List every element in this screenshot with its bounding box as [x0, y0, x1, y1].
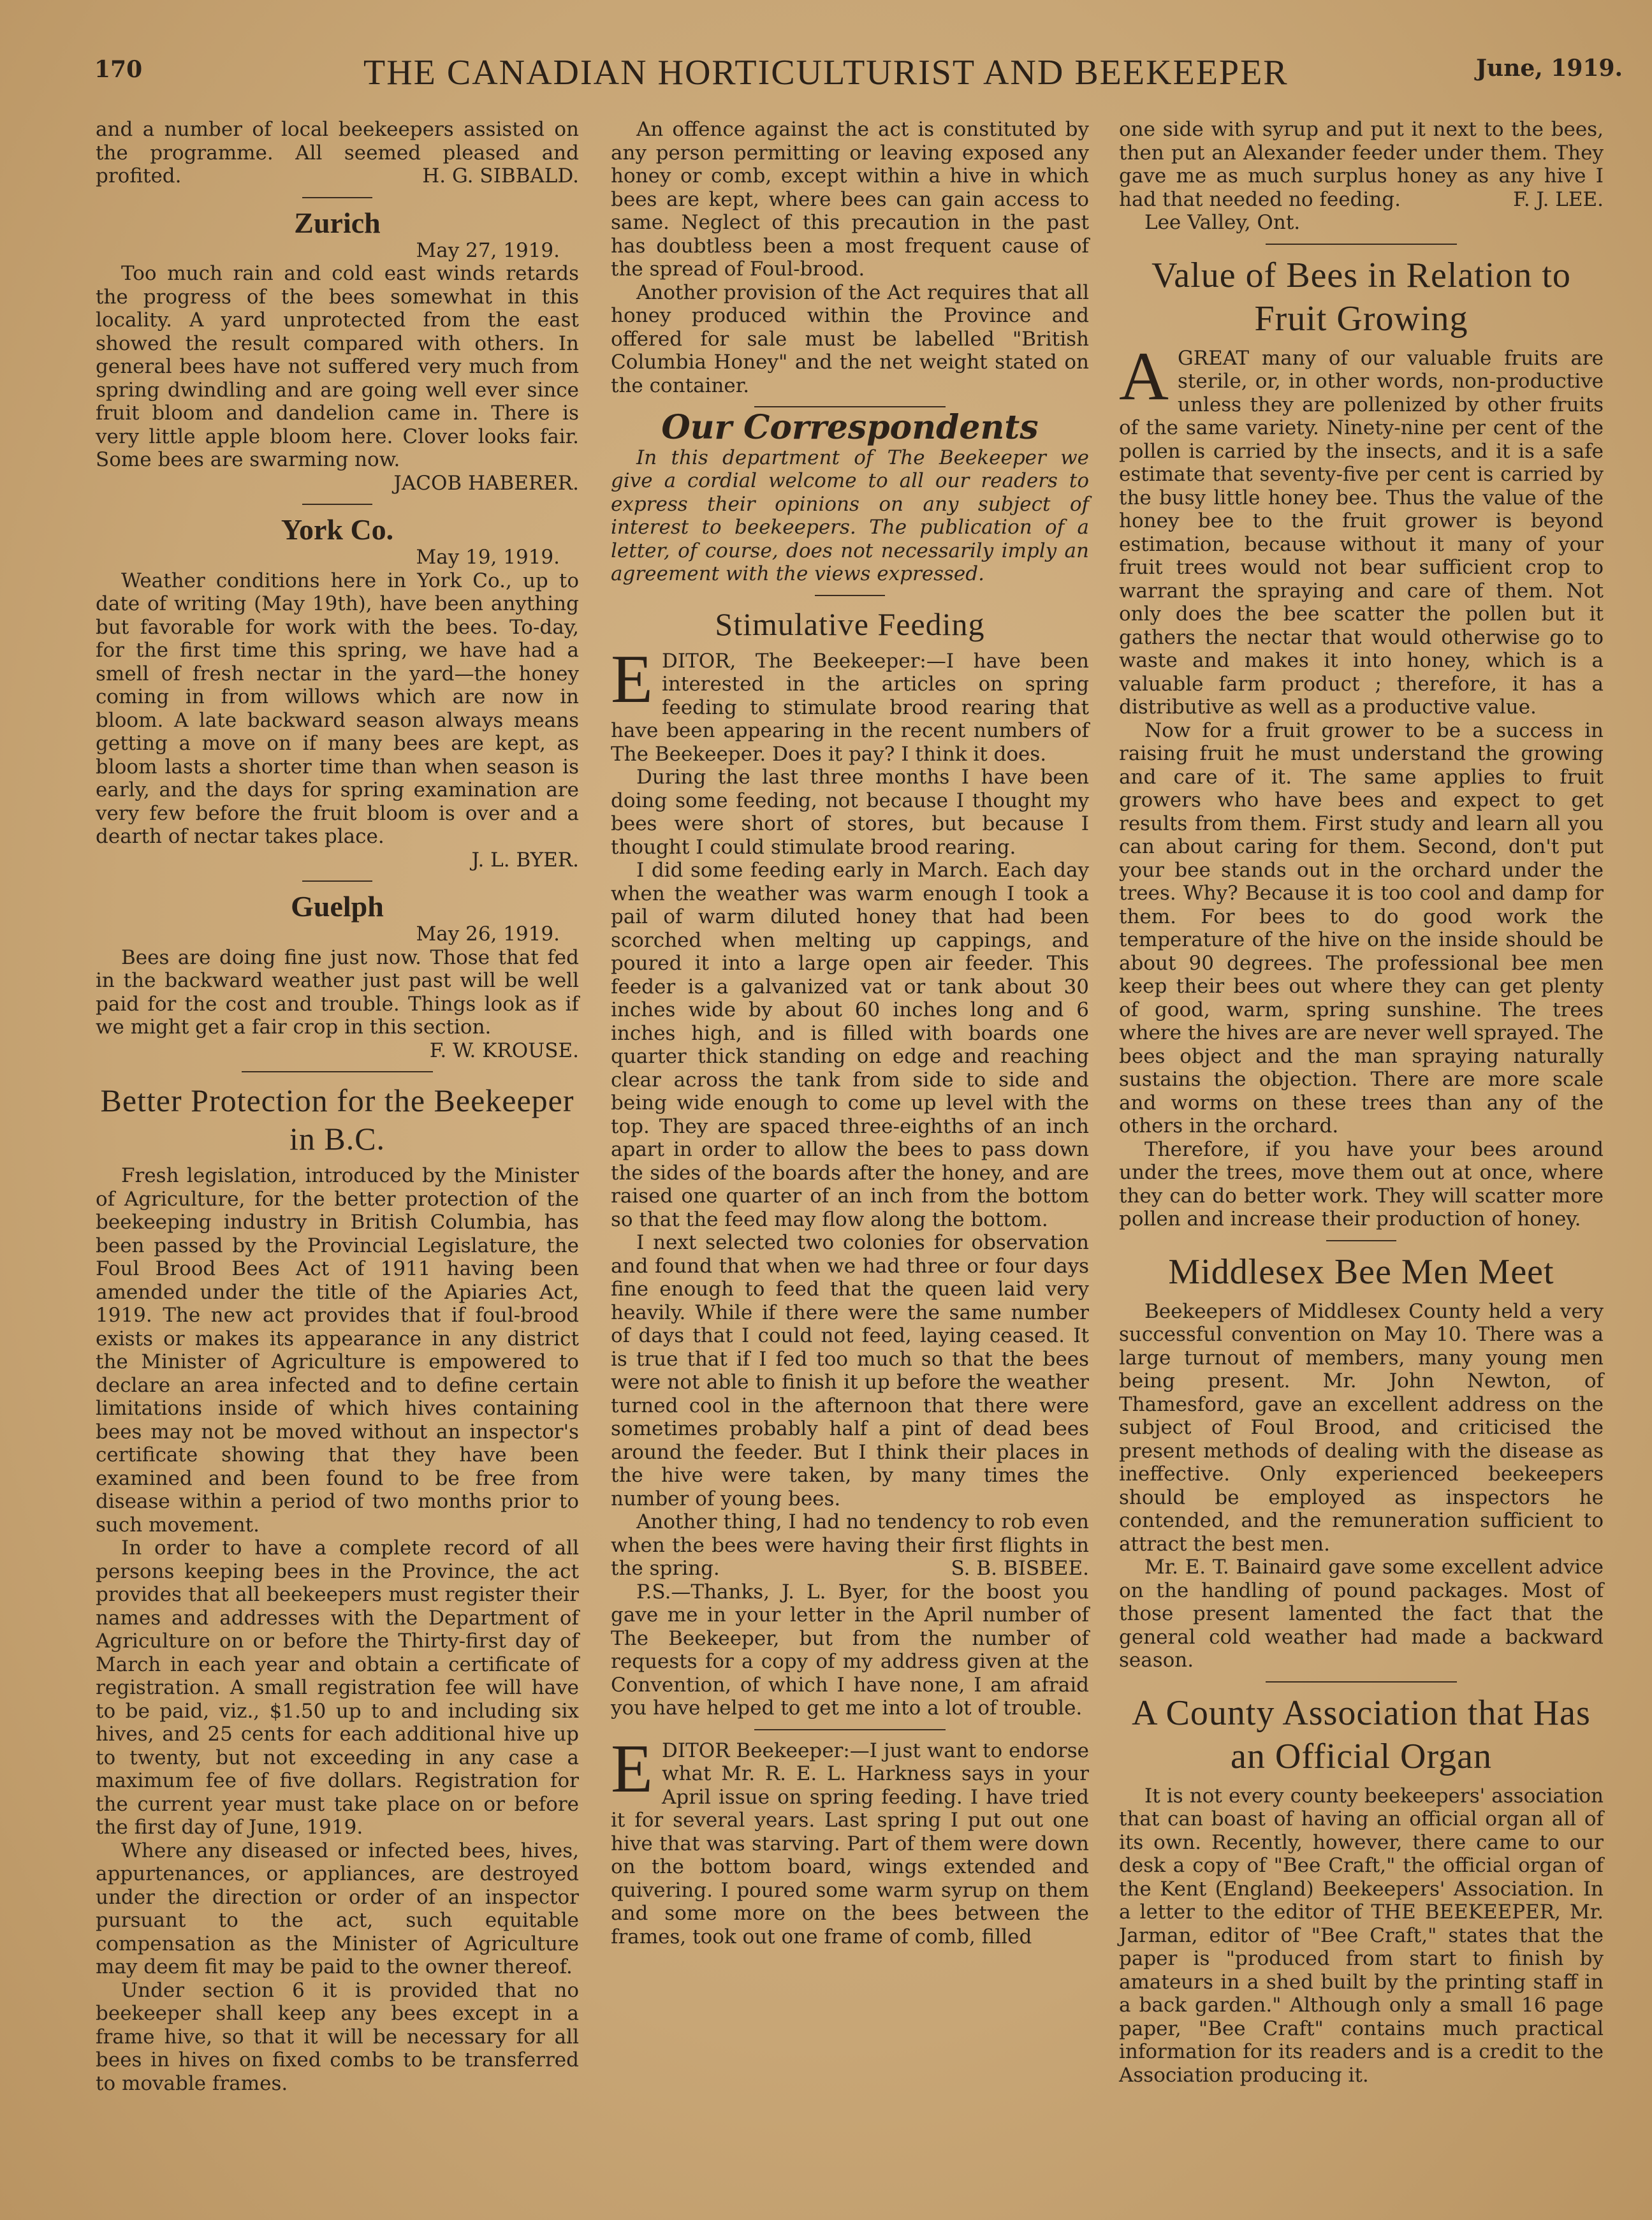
zurich-heading: Zurich	[294, 206, 381, 239]
middlesex-paragraph: Mr. E. T. Bainaird gave some excellent advice on the handling of pound packages. Most of those present lamented the fact that the general cold weather had made a backward season.	[1119, 1556, 1604, 1672]
stim-signature: S. B. BISBEE.	[951, 1557, 1089, 1580]
divider	[302, 504, 372, 505]
lee-place: Lee Valley, Ont.	[1144, 211, 1301, 234]
drop-cap: E	[611, 1730, 653, 1807]
stim-paragraph: I did some feeding early in March. Each day when the weather was warm enough I took a pail of warm diluted honey that had been scorched when melting up cappings, and poured it into a large open air feeder. This feeder is a galvanized vat or tank about 30 inches wide by about 60 inches long and 6 inches high, and is filled with boards one quarter thick standing on edge and reaching clear across the tank from side to side and being wide enough to come up level with the top. They are spaced three-eighths of an inch apart in order to allow the bees to pass down the sides of the boards after the honey, and are raised one quarter of an inch from the bottom so that the feed may flow along the bottom.	[611, 859, 1089, 1231]
york-heading: York Co.	[281, 513, 394, 546]
bc-continued-paragraph: Another provision of the Act requires that all honey produced within the Province and offered for sale must be labelled "British Columbia Honey" and the net weight stated on the container.	[611, 281, 1089, 397]
letter2-paragraph: DITOR Beekeeper:—I just want to endorse what Mr. R. E. L. Harkness says in your April issue on spring feeding. I have tried it for several years. Last spring I put out one hive that was starving. Part of them were down on the bottom board, wings extended and quivering. I poured some warm syrup on them and some more on the bees between the frames, took out one frame of comb, filled	[611, 1739, 1089, 1948]
column-3	[1119, 118, 1604, 2087]
letter2-continued: one side with syrup and put it next to the bees, then put an Alexander feeder under them. They gave me as much surplus honey as any hive I had that needed no feeding.	[1119, 118, 1604, 211]
value-paragraph: GREAT many of our valuable fruits are sterile, or, in other words, non-productive unless they are pollenized by other fruits of the same variety. Ninety-nine per cent of the pollen is carried by the insects, and it is a safe estimate that seventy-five per cent is carried by the busy little honey bee. Thus the value of the honey bee to the fruit grower is beyond estimation, because without it many of your fruit trees would not bear sufficient crop to warrant the spraying and care of them. Not only does the bee scatter the pollen but it gathers the nectar that would otherwise go to waste and makes it into honey, which is a valuable farm product ; therefore, it has a distributive as well as a productive value.	[1119, 346, 1604, 719]
bc-paragraph: In order to have a complete record of all persons keeping bees in the Province, the act provides that all beekeepers must register their names and addresses with the Department of Agriculture on or before the Thirty-first day of March in each year and obtain a certificate of registration. A small registration fee will have to be paid, viz., $1.50 up to and including six hives, and 25 cents for each additional hive up to twenty, but not exceeding in any case a maximum fee of five dollars. Registration for the current year must take place on or before the first day of June, 1919.	[96, 1537, 579, 1839]
middlesex-heading: Middlesex Bee Men Meet	[1168, 1252, 1554, 1292]
bc-paragraph: Fresh legislation, introduced by the Minister of Agriculture, for the better protection of the beekeeping industry in British Columbia, has been passed by the Provincial Legislature, the Foul Brood Bees Act of 1911 having been amended under the title of the Apiaries Act, 1919. The new act provides that if foul-brood exists or makes its appearance in any district the Minister of Agriculture is empowered to declare an area infected and to define certain limitations inside of which hives containing bees may not be moved without an inspector's certificate showing that they have been examined and been found to be free from disease within a period of two months prior to such movement.	[96, 1164, 579, 1537]
york-date: May 19, 1919.	[416, 546, 560, 569]
bc-paragraph: Where any diseased or infected bees, hives, appurtenances, or appliances, are destroyed under the direction or order of an inspector pursuant to the act, such equitable compensation as the Minister of Agriculture may deem fit may be paid to the owner thereof.	[96, 1839, 579, 1978]
stim-paragraph: During the last three months I have been doing some feeding, not because I thought my bees were short of stores, but because I thought I could stimulate brood rearing.	[611, 766, 1089, 859]
lee-signature: F. J. LEE.	[1513, 187, 1604, 211]
intro-signature: H. G. SIBBALD.	[422, 164, 579, 187]
york-signature: J. L. BYER.	[471, 848, 579, 872]
stim-paragraph: P.S.—Thanks, J. L. Byer, for the boost you gave me in your letter in the April number of The Beekeeper, but from the number of requests for a copy of my address given at the Convention, of which I have none, I am afraid you have helped to get me into a lot of trouble.	[611, 1580, 1089, 1720]
issue-date: June, 1919.	[1476, 55, 1623, 82]
divider	[302, 197, 372, 198]
county-association-heading: A County Association that Has an Official Organ	[1132, 1693, 1591, 1776]
guelph-signature: F. W. KROUSE.	[429, 1039, 579, 1062]
page-number: 170	[94, 56, 143, 83]
bc-article-heading: Better Protection for the Beekeeper in B.C.	[100, 1083, 574, 1157]
divider	[302, 880, 372, 882]
divider	[1326, 1240, 1396, 1241]
divider	[1266, 1681, 1457, 1683]
middlesex-paragraph: Beekeepers of Middlesex County held a very successful convention on May 10. There was a large turnout of members, many young men being present. Mr. John Newton, of Thamesford, gave an excellent address on the subject of Foul Brood, and criticised the present methods of dealing with the disease as ineffective. Only experienced beekeepers should be employed as inspectors he contended, and the remuneration sufficient to attract the best men.	[1119, 1299, 1604, 1556]
bc-paragraph: Under section 6 it is provided that no beekeeper shall keep any bees except in a frame hive, so that it will be necessary for all bees in hives on fixed combs to be transferred to movable frames.	[96, 1978, 579, 2095]
zurich-signature: JACOB HABERER.	[393, 471, 579, 495]
stimulative-feeding-heading: Stimulative Feeding	[715, 606, 985, 642]
guelph-body: Bees are doing fine just now. Those that fed in the backward weather just past will be well paid for the cost and trouble. Things look as if we might get a fair crop in this section.	[96, 946, 579, 1039]
column-2	[611, 118, 1089, 1948]
guelph-date: May 26, 1919.	[416, 923, 560, 946]
intro-text: and a number of local beekeepers assisted on the programme. All seemed pleased and profited. H. G. SIBBALD.	[96, 118, 579, 187]
zurich-date: May 27, 1919.	[416, 238, 560, 262]
york-body: Weather conditions here in York Co., up to date of writing (May 19th), have been anything but favorable for work with the bees. To-day, for the first time this spring, we have had a smell of fresh nectar in the yard—the honey coming in from willows which are now in bloom. A late backward season always means getting a move on if many bees are kept, as bloom lasts a shorter time than when season is early, and the days for spring examination are very few before the fruit bloom is over and a dearth of nectar takes place.	[96, 569, 579, 848]
drop-cap: A	[1119, 338, 1169, 414]
value-paragraph: Now for a fruit grower to be a success in raising fruit he must understand the growing and care of it. The same applies to fruit growers who have bees and expect to get results from them. First study and learn all you can about caring for them. Second, don't put your bee stands out in the orchard under the trees. Why? Because it is too cool and damp for them. For bees to do good work the temperature of the hive on the inside should be about 90 degrees. The professional bee men keep their bees out where they can get plenty of good, warm, spring sunshine. The trees where the hives are are never well sprayed. The bees object and the man spraying naturally sustains the objection. There are more scale and worms on these trees than any of the others in the orchard.	[1119, 719, 1604, 1137]
value-paragraph: Therefore, if you have your bees around under the trees, move them out at once, where they can do better work. They will scatter more pollen and increase their production of honey.	[1119, 1137, 1604, 1230]
value-of-bees-heading: Value of Bees in Relation to Fruit Growing	[1151, 255, 1571, 339]
divider	[1266, 244, 1457, 245]
divider	[815, 595, 885, 596]
guelph-heading: Guelph	[291, 890, 384, 923]
correspondents-heading: Our Correspondents	[661, 408, 1039, 447]
column-1	[96, 118, 579, 2095]
journal-title: THE CANADIAN HORTICULTURIST AND BEEKEEPER	[363, 53, 1289, 92]
zurich-body: Too much rain and cold east winds retards the progress of the bees somewhat in this locality. A yard unprotected from the east showed the result compared with others. In general bees have not suffered very much from spring dwindling and are going well ever since fruit bloom and dandelion came in. There is very little apple bloom here. Clover looks fair. Some bees are swarming now.	[96, 262, 579, 471]
correspondents-note: In this department of The Beekeeper we give a cordial welcome to all our readers to express their opinions on any subject of interest to beekeepers. The publication of a letter, of course, does not necessarily imply an agreement with the views expressed.	[611, 446, 1089, 585]
stim-paragraph: Another thing, I had no tendency to rob even when the bees were having their first flights in the spring.	[611, 1510, 1089, 1580]
stim-paragraph: DITOR, The Beekeeper:—I have been interested in the articles on spring feeding to stimulate brood rearing that have been appearing in the recent numbers of The Beekeeper. Does it pay? I think it does.	[611, 649, 1089, 766]
county-paragraph: It is not every county beekeepers' association that can boast of having an official organ all of its own. Recently, however, there came to our desk a copy of "Bee Craft," the official organ of the Kent (England) Beekeepers' Association. In a letter to the editor of THE BEEKEEPER, Mr. Jarman, editor of "Bee Craft," states that the paper is "produced from start to finish by amateurs in a shed built by the printing staff in a back garden." Although only a small 16 page paper, "Bee Craft" contains much practical information for its readers and is a credit to the Association producing it.	[1119, 1784, 1604, 2087]
divider	[754, 1729, 946, 1730]
bc-continued-paragraph: An offence against the act is constituted by any person permitting or leaving exposed any honey or comb, except within a hive in which bees are kept, where bees can gain access to same. Neglect of this precaution in the past has doubtless been a most frequent cause of the spread of Foul-brood.	[611, 118, 1089, 281]
divider	[242, 1071, 433, 1072]
stim-paragraph: I next selected two colonies for observation and found that when we had three or four days fine enough to feed that the queen laid very heavily. While if there were the same number of days that I could not feed, laying ceased. It is true that if I fed too much so that the bees were not able to finish it up before the weather turned cool in the afternoon that there were sometimes probably half a pint of dead bees around the feeder. But I think their places in the hive were taken, by many times the number of young bees.	[611, 1231, 1089, 1510]
divider	[754, 406, 946, 407]
drop-cap: E	[611, 641, 653, 717]
